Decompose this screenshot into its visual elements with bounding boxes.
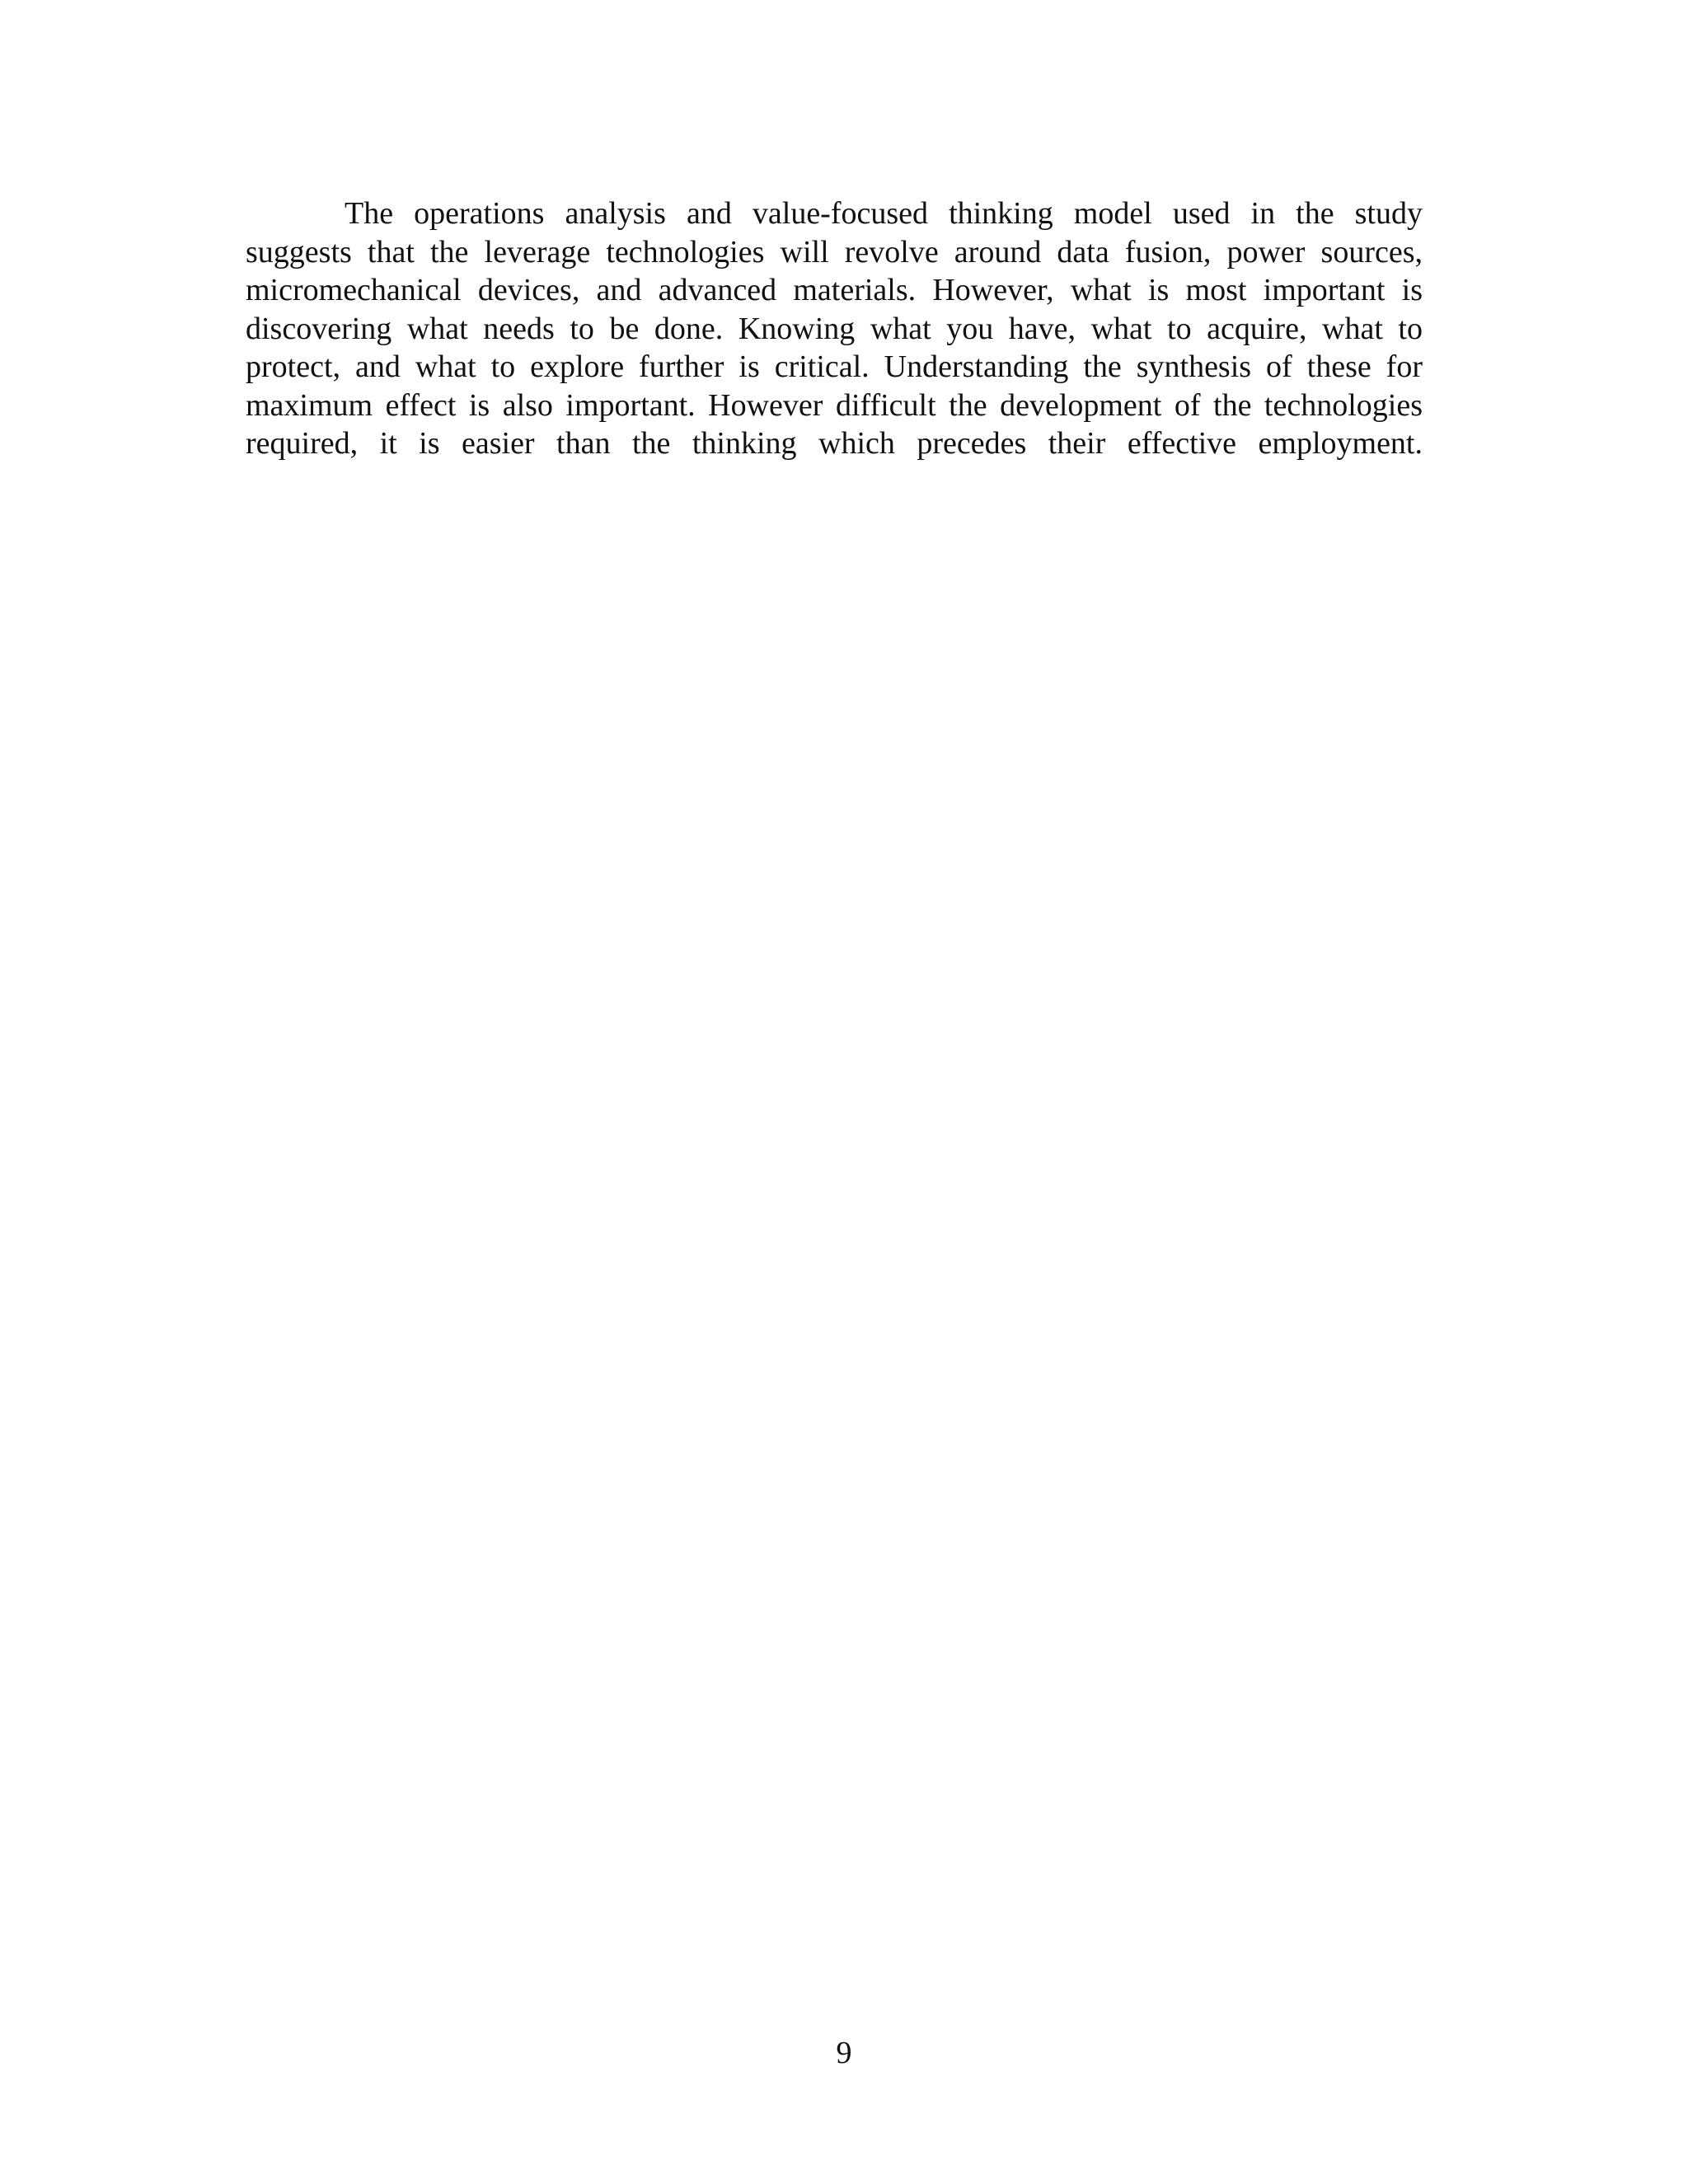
- paragraph-line-1: The operations analysis and value-focused thinking model used in the study: [345, 196, 1423, 231]
- paragraph-line-7: required, it is easier than the thinking which precedes their effective employment.: [246, 426, 1423, 461]
- paragraph-line-2: suggests that the leverage technologies will revolve around data fusion, power sources,: [246, 234, 1423, 269]
- paragraph-line-6: maximum effect is also important. However difficult the development of the technologies: [246, 387, 1423, 423]
- paragraph-line-3: micromechanical devices, and advanced materials. However, what is most important is: [246, 273, 1423, 307]
- paragraph-line-4: discovering what needs to be done. Knowing what you have, what to acquire, what to: [246, 311, 1423, 346]
- page-number: 9: [836, 2036, 852, 2070]
- body-paragraph: [246, 194, 1423, 463]
- paragraph-line-5: protect, and what to explore further is critical. Understanding the synthesis of these for: [246, 349, 1423, 384]
